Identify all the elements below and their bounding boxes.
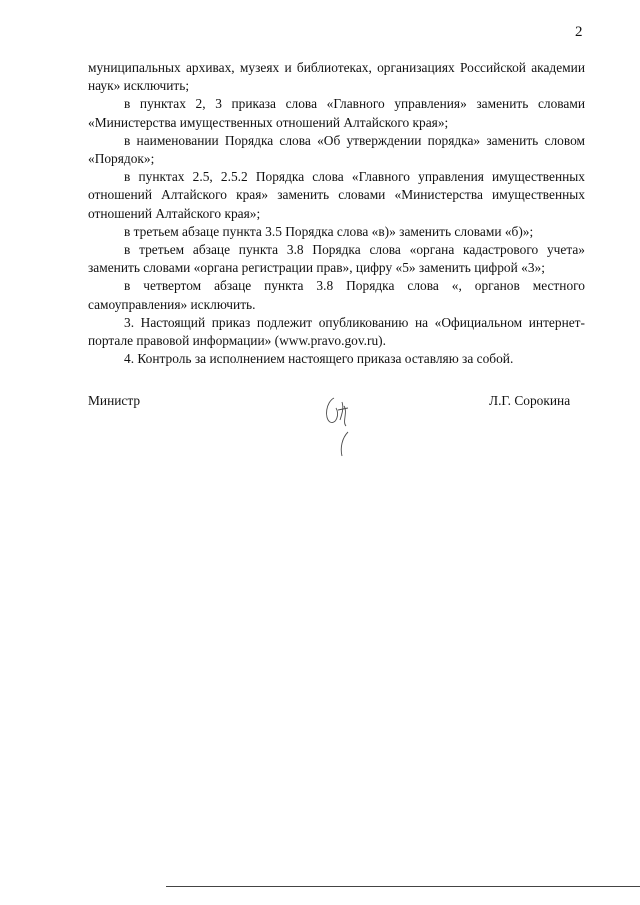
handwritten-signature xyxy=(312,392,362,462)
signatory-title: Министр xyxy=(88,393,141,408)
paragraph-publication: 3. Настоящий приказ подлежит опубликованию на «Официальном интернет-портале правовой информации» (www.pravo.gov.ru). xyxy=(88,314,585,349)
page-number: 2 xyxy=(575,24,583,40)
paragraph-points-2-5: в пунктах 2.5, 2.5.2 Порядка слова «Главного управления имущественных отношений Алтайского края» заменить словами «Министерства имущественных отношений Алтайского края»; xyxy=(88,169,585,221)
paragraph-continuation: муниципальных архивах, музеях и библиотеках, организациях Российской академии наук» исключить; xyxy=(88,60,585,94)
document-body xyxy=(88,59,585,368)
paragraph-point-3-8-third: в третьем абзаце пункта 3.8 Порядка слова «органа кадастрового учета» заменить словами «органа регистрации прав», цифру «5» заменить цифрой «3»; xyxy=(88,242,585,276)
paragraph-control: 4. Контроль за исполнением настоящего приказа оставляю за собой. xyxy=(124,351,514,367)
paragraph-points-2-3: в пунктах 2, 3 приказа слова «Главного управления» заменить словами «Министерства имущественных отношений Алтайского края»; xyxy=(88,96,585,130)
paragraph-point-3-8-fourth: в четвертом абзаце пункта 3.8 Порядка слова «, органов местного самоуправления» исключить. xyxy=(88,278,585,312)
paragraph-order-title: в наименовании Порядка слова «Об утверждении порядка» заменить словом «Порядок»; xyxy=(88,132,585,167)
bottom-divider xyxy=(166,886,640,887)
paragraph-point-3-5: в третьем абзаце пункта 3.5 Порядка слова «в)» заменить словами «б)»; xyxy=(124,223,534,239)
signatory-name: Л.Г. Сорокина xyxy=(489,393,571,408)
